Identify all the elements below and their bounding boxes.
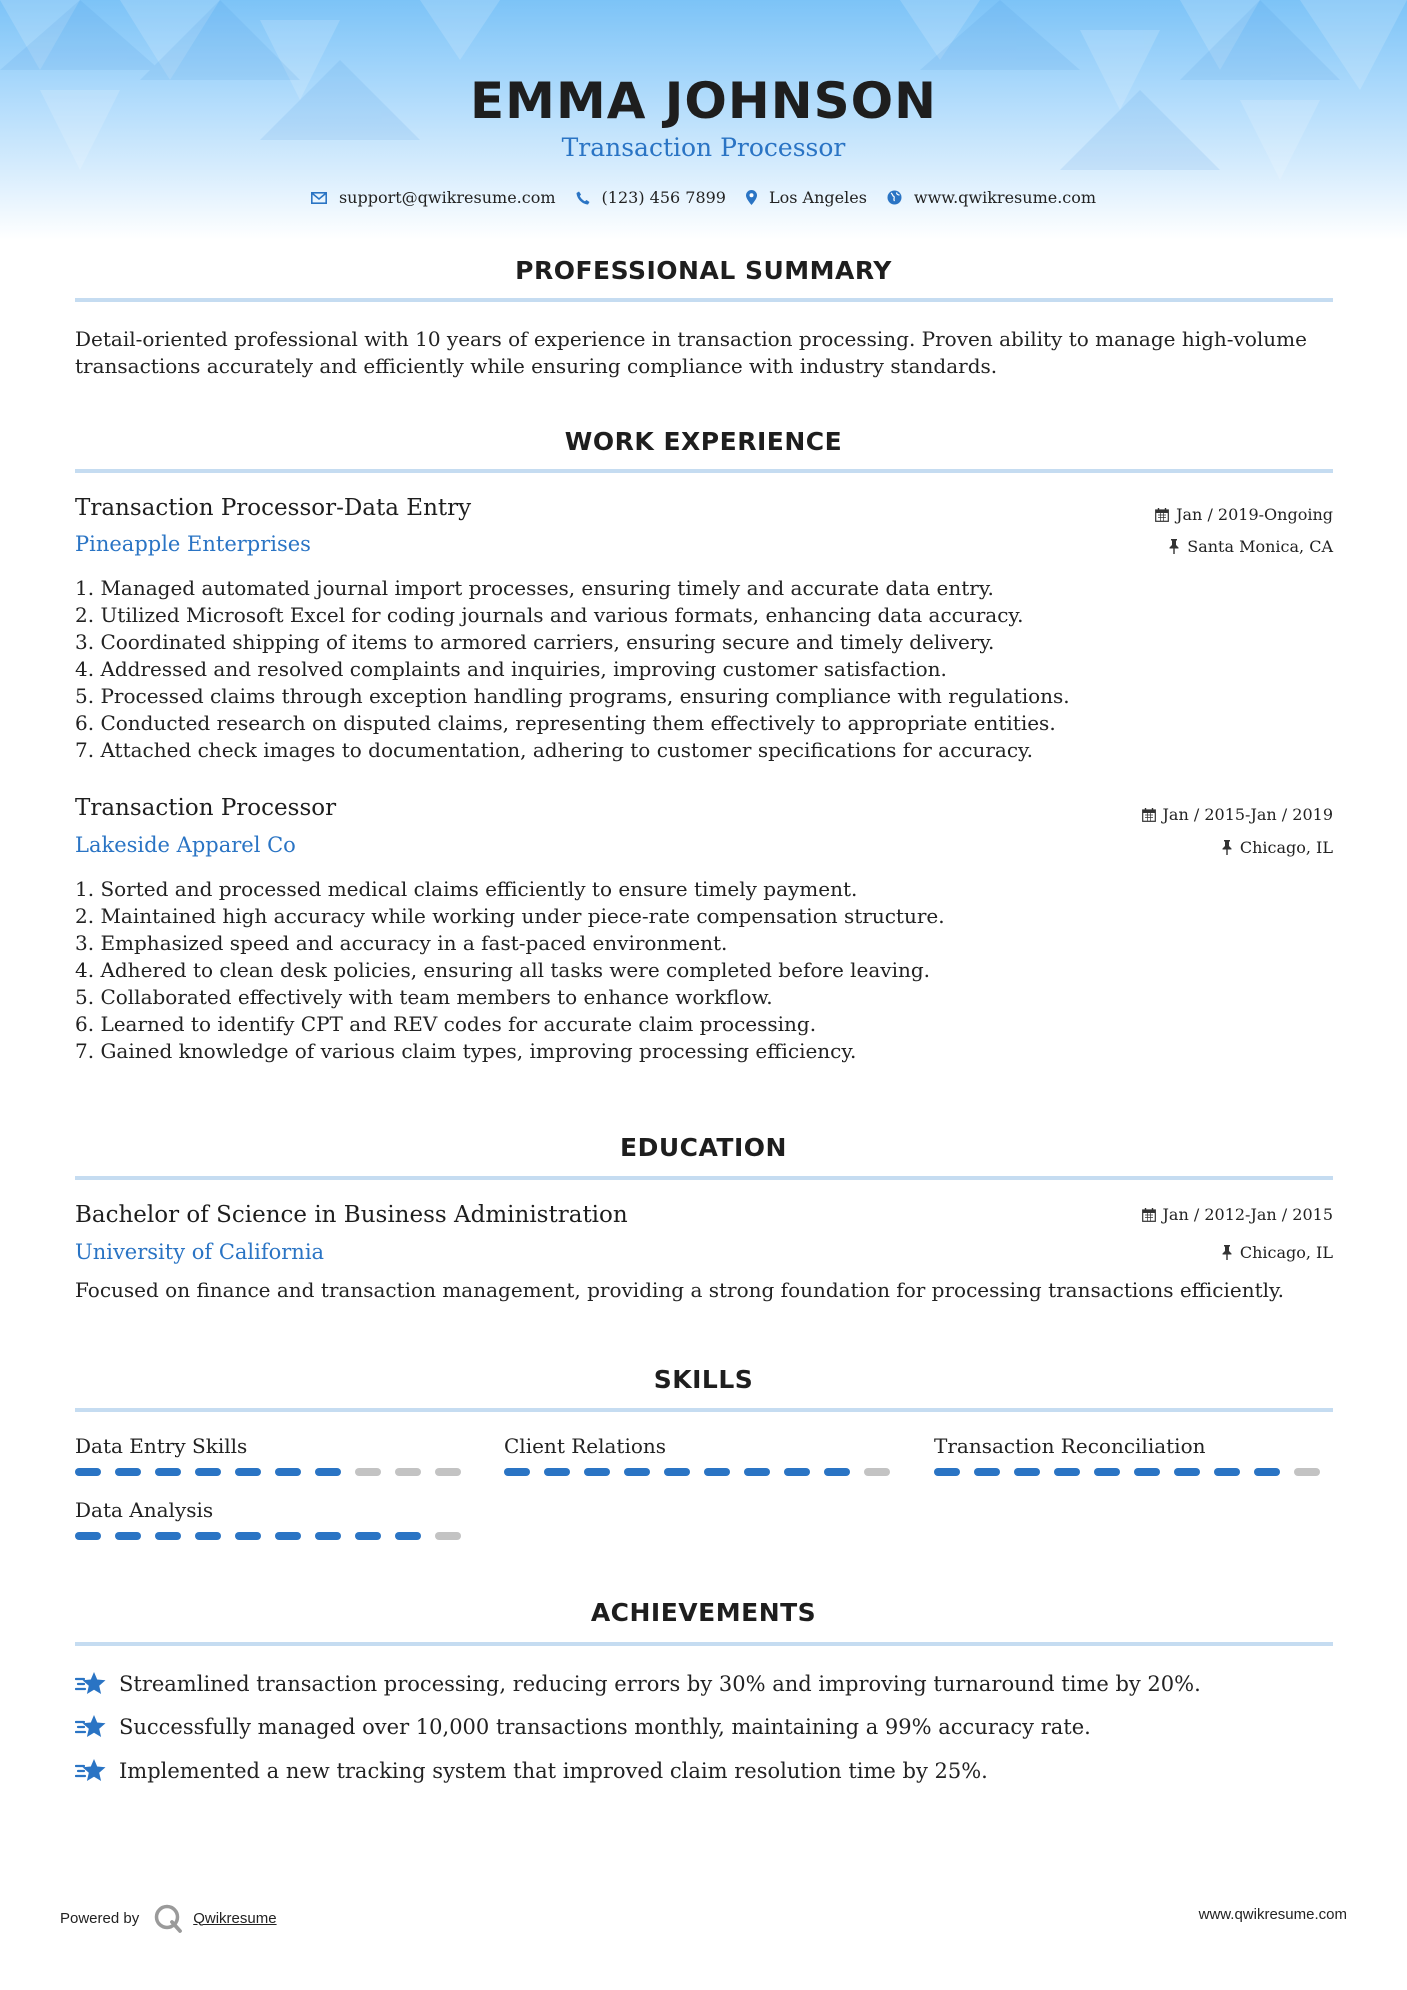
skill-segment-filled <box>355 1532 381 1540</box>
bullet-item: 7. Attached check images to documentation, adhering to customer specifications for accuracy. <box>75 738 1034 762</box>
skill-segment-empty <box>435 1468 461 1476</box>
skill-segment-filled <box>395 1532 421 1540</box>
job-location <box>1221 838 1333 857</box>
bullet-item: 1. Managed automated journal import processes, ensuring timely and accurate data entry. <box>75 576 994 600</box>
contact-phone[interactable] <box>576 188 726 207</box>
education-dates-text: Jan / 2012-Jan / 2015 <box>1162 1205 1333 1224</box>
skill-item <box>75 1434 475 1476</box>
skill-segment-filled <box>155 1468 181 1476</box>
brand-link[interactable]: Qwikresume <box>193 1909 277 1927</box>
bullet-item: 1. Sorted and processed medical claims efficiently to ensure timely payment. <box>75 877 858 901</box>
bullet-item: 3. Emphasized speed and accuracy in a fast-paced environment. <box>75 931 728 955</box>
skill-segment-filled <box>504 1468 530 1476</box>
achievements-heading: ACHIEVEMENTS <box>590 1598 817 1627</box>
star-icon <box>75 1757 107 1785</box>
skill-segment-filled <box>974 1468 1000 1476</box>
degree-title: Bachelor of Science in Business Administration <box>75 1202 628 1228</box>
skill-segment-filled <box>75 1532 101 1540</box>
job-bullets <box>75 575 1333 764</box>
skill-rating-bar <box>504 1468 904 1476</box>
candidate-title: Transaction Processor <box>561 133 846 162</box>
skill-segment-filled <box>544 1468 570 1476</box>
job-bullets <box>75 876 1333 1065</box>
job-company: Lakeside Apparel Co <box>75 833 296 857</box>
summary-heading: PROFESSIONAL SUMMARY <box>515 256 892 285</box>
skill-segment-filled <box>275 1532 301 1540</box>
job-dates-text: Jan / 2019-Ongoing <box>1176 505 1333 524</box>
job-location <box>1168 537 1333 556</box>
contact-location <box>746 188 867 207</box>
skill-segment-filled <box>1174 1468 1200 1476</box>
calendar-icon <box>1142 808 1156 822</box>
pushpin-icon <box>1168 539 1180 554</box>
footer-powered-by <box>60 1903 277 1933</box>
job-dates <box>1155 505 1333 524</box>
phone-text: (123) 456 7899 <box>601 188 726 207</box>
job-title: Transaction Processor <box>75 795 337 821</box>
skill-segment-filled <box>115 1468 141 1476</box>
skill-segment-filled <box>664 1468 690 1476</box>
skill-label: Client Relations <box>504 1434 667 1458</box>
skill-segment-filled <box>934 1468 960 1476</box>
skill-label: Data Entry Skills <box>75 1434 248 1458</box>
skill-rating-bar <box>75 1468 475 1476</box>
skill-segment-empty <box>864 1468 890 1476</box>
summary-divider <box>75 298 1333 302</box>
skill-segment-filled <box>1014 1468 1040 1476</box>
experience-divider <box>75 469 1333 473</box>
skill-segment-filled <box>784 1468 810 1476</box>
skill-segment-filled <box>1254 1468 1280 1476</box>
envelope-icon <box>311 192 327 204</box>
skills-heading: SKILLS <box>653 1365 754 1394</box>
achievement-text: Streamlined transaction processing, reducing errors by 30% and improving turnaround time by 20%. <box>119 1672 1201 1696</box>
email-text: support@qwikresume.com <box>338 188 556 207</box>
skill-segment-empty <box>355 1468 381 1476</box>
skill-segment-filled <box>1094 1468 1120 1476</box>
skill-segment-filled <box>315 1532 341 1540</box>
skill-item <box>75 1498 475 1540</box>
bullet-item: 2. Maintained high accuracy while working under piece-rate compensation structure. <box>75 904 945 928</box>
website-text: www.qwikresume.com <box>913 188 1097 207</box>
skill-label: Transaction Reconciliation <box>934 1434 1206 1458</box>
bullet-item: 6. Learned to identify CPT and REV codes for accurate claim processing. <box>75 1012 817 1036</box>
phone-icon <box>576 191 590 205</box>
skill-segment-filled <box>1054 1468 1080 1476</box>
skill-label: Data Analysis <box>75 1498 214 1522</box>
calendar-icon <box>1142 1208 1156 1222</box>
summary-line: transactions accurately and efficiently while ensuring compliance with industry standards. <box>75 354 998 378</box>
star-icon <box>75 1670 107 1698</box>
bullet-item: 4. Adhered to clean desk policies, ensuring all tasks were completed before leaving. <box>75 958 931 982</box>
achievement-item <box>75 1670 1201 1698</box>
skill-segment-filled <box>75 1468 101 1476</box>
calendar-icon <box>1155 508 1169 522</box>
skill-segment-filled <box>275 1468 301 1476</box>
bullet-item: 5. Processed claims through exception handling programs, ensuring compliance with regulations. <box>75 684 1070 708</box>
contact-bar <box>0 188 1407 207</box>
qwikresume-logo-icon <box>153 1903 183 1933</box>
skill-segment-filled <box>235 1468 261 1476</box>
powered-by-label: Powered by <box>60 1909 140 1927</box>
summary-line: Detail-oriented professional with 10 years of experience in transaction processing. Proven ability to manage high-volume <box>75 327 1307 351</box>
skill-segment-filled <box>315 1468 341 1476</box>
pushpin-icon <box>1221 840 1233 855</box>
job-dates-text: Jan / 2015-Jan / 2019 <box>1162 805 1333 824</box>
pushpin-icon <box>1221 1245 1233 1260</box>
achievement-item <box>75 1713 1091 1741</box>
skill-segment-filled <box>1134 1468 1160 1476</box>
skill-segment-empty <box>395 1468 421 1476</box>
bullet-item: 6. Conducted research on disputed claims, representing them effectively to appropriate entities. <box>75 711 1056 735</box>
contact-email[interactable] <box>311 188 556 207</box>
achievement-item <box>75 1757 988 1785</box>
skill-segment-filled <box>195 1532 221 1540</box>
job-dates <box>1142 805 1333 824</box>
skills-divider <box>75 1408 1333 1412</box>
skill-segment-filled <box>235 1532 261 1540</box>
skill-segment-filled <box>704 1468 730 1476</box>
bullet-item: 5. Collaborated effectively with team members to enhance workflow. <box>75 985 773 1009</box>
bullet-item: 7. Gained knowledge of various claim types, improving processing efficiency. <box>75 1039 857 1063</box>
map-pin-icon <box>746 190 757 205</box>
skill-segment-filled <box>744 1468 770 1476</box>
skill-segment-filled <box>624 1468 650 1476</box>
candidate-name: EMMA JOHNSON <box>470 72 937 130</box>
bullet-item: 2. Utilized Microsoft Excel for coding journals and various formats, enhancing data accuracy. <box>75 603 1024 627</box>
skill-segment-empty <box>435 1532 461 1540</box>
education-divider <box>75 1176 1333 1180</box>
footer-website[interactable]: www.qwikresume.com <box>1198 1906 1347 1923</box>
skill-rating-bar <box>75 1532 475 1540</box>
summary-text <box>75 326 1333 380</box>
skill-segment-filled <box>1214 1468 1240 1476</box>
skill-segment-filled <box>155 1532 181 1540</box>
globe-icon <box>887 190 902 205</box>
skill-segment-filled <box>824 1468 850 1476</box>
skill-segment-filled <box>584 1468 610 1476</box>
contact-website[interactable] <box>887 188 1096 207</box>
education-heading: EDUCATION <box>620 1133 787 1162</box>
skill-segment-empty <box>1294 1468 1320 1476</box>
achievement-text: Successfully managed over 10,000 transactions monthly, maintaining a 99% accuracy rate. <box>119 1715 1091 1739</box>
skill-segment-filled <box>115 1532 141 1540</box>
job-location-text: Chicago, IL <box>1239 838 1333 857</box>
job-location-text: Santa Monica, CA <box>1187 537 1333 556</box>
star-icon <box>75 1713 107 1741</box>
education-description: Focused on finance and transaction management, providing a strong foundation for processing transactions efficiently. <box>75 1278 1285 1302</box>
skill-item <box>504 1434 904 1476</box>
achievements-divider <box>75 1642 1333 1646</box>
skill-segment-filled <box>195 1468 221 1476</box>
education-dates <box>1142 1205 1333 1224</box>
job-company: Pineapple Enterprises <box>75 532 311 556</box>
education-location <box>1221 1243 1333 1262</box>
experience-heading: WORK EXPERIENCE <box>564 427 843 456</box>
education-location-text: Chicago, IL <box>1239 1243 1333 1262</box>
school-name: University of California <box>75 1240 325 1264</box>
bullet-item: 4. Addressed and resolved complaints and inquiries, improving customer satisfaction. <box>75 657 947 681</box>
skill-item <box>934 1434 1334 1476</box>
skill-rating-bar <box>934 1468 1334 1476</box>
location-text: Los Angeles <box>768 188 867 207</box>
bullet-item: 3. Coordinated shipping of items to armored carriers, ensuring secure and timely delivery. <box>75 630 995 654</box>
achievement-text: Implemented a new tracking system that improved claim resolution time by 25%. <box>119 1759 988 1783</box>
job-title: Transaction Processor-Data Entry <box>75 495 472 521</box>
